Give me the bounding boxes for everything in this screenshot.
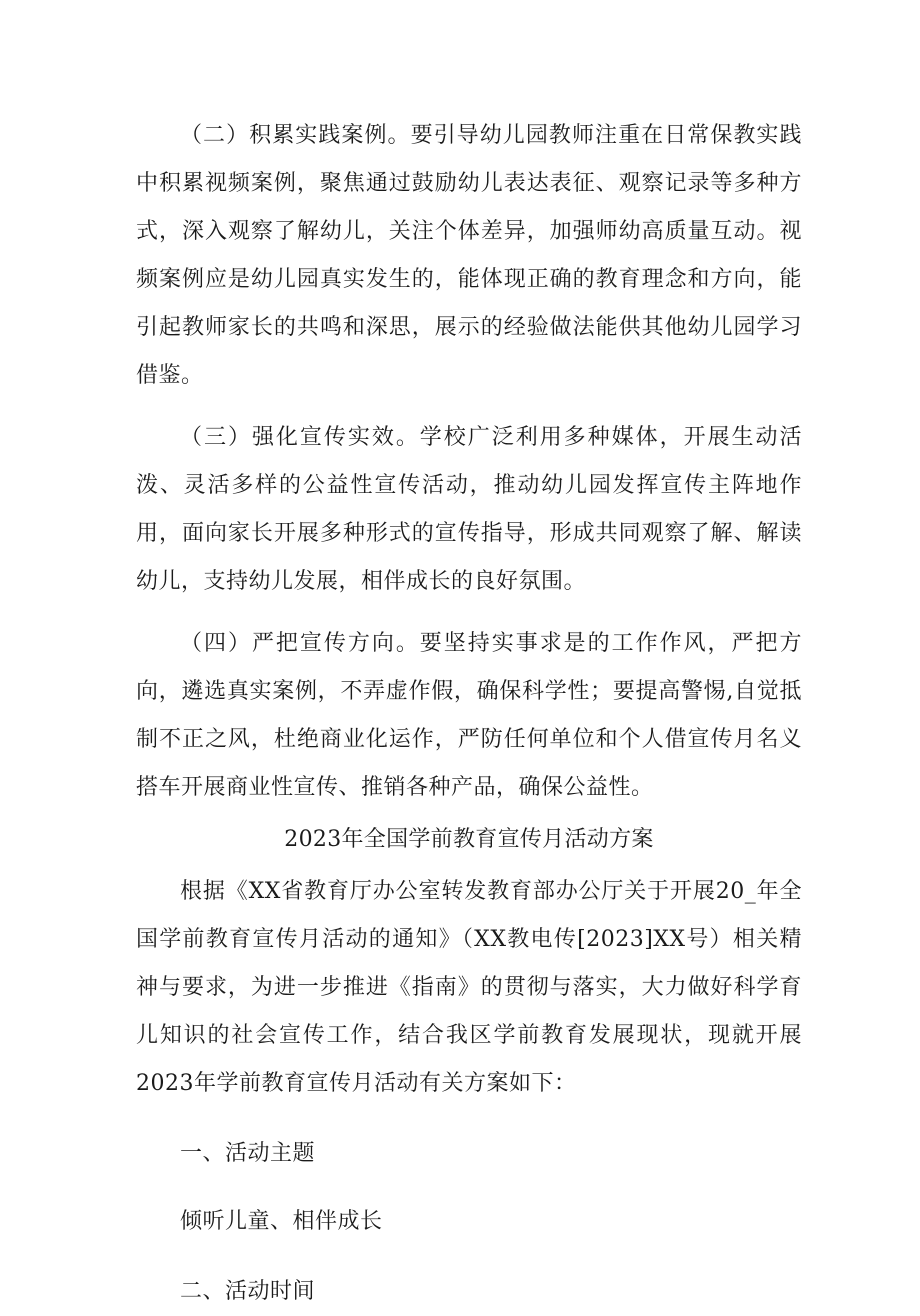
section-heading-time: 二、活动时间 bbox=[180, 1279, 316, 1304]
plan-title: 2023年全国学前教育宣传月活动方案 bbox=[284, 827, 654, 852]
section-content-theme: 倾听儿童、相伴成长 bbox=[180, 1209, 383, 1234]
paragraph-accumulate-cases: （二）积累实践案例。要引导幼儿园教师注重在日常保教实践中积累视频案例，聚焦通过鼓励幼儿表达表征、观察记录等多种方式，深入观察了解幼儿，关注个体差异，加强师幼高质量互动。视频案例应是幼儿园真实发生的，能体现正确的教育理念和方向，能引起教师家长的共鸣和深思，展示的经验做法能供其他幼儿园学习借鉴。 bbox=[136, 123, 802, 388]
document-body bbox=[136, 112, 802, 1316]
paragraph-strengthen-publicity: （三）强化宣传实效。学校广泛利用多种媒体，开展生动活泼、灵活多样的公益性宣传活动，推动幼儿园发挥宣传主阵地作用，面向家长开展多种形式的宣传指导，形成共同观察了解、解读幼儿，支持幼儿发展，相伴成长的良好氛围。 bbox=[136, 425, 802, 594]
paragraph-publicity-direction: （四）严把宣传方向。要坚持实事求是的工作作风，严把方向，遴选真实案例，不弄虚作假，确保科学性；要提高警惕,自觉抵制不正之风，杜绝商业化运作，严防任何单位和个人借宣传月名义搭车开展商业性宣传、推销各种产品，确保公益性。 bbox=[136, 631, 802, 800]
section-heading-theme: 一、活动主题 bbox=[180, 1141, 316, 1166]
plan-intro-paragraph: 根据《XX省教育厅办公室转发教育部办公厅关于开展20_年全国学前教育宣传月活动的通知》（XX教电传[2023]XX号）相关精神与要求，为进一步推进《指南》的贯彻与落实，大力做好科学育儿知识的社会宣传工作，结合我区学前教育发展现状，现就开展2023年学前教育宣传月活动有关方案如下： bbox=[136, 879, 802, 1096]
